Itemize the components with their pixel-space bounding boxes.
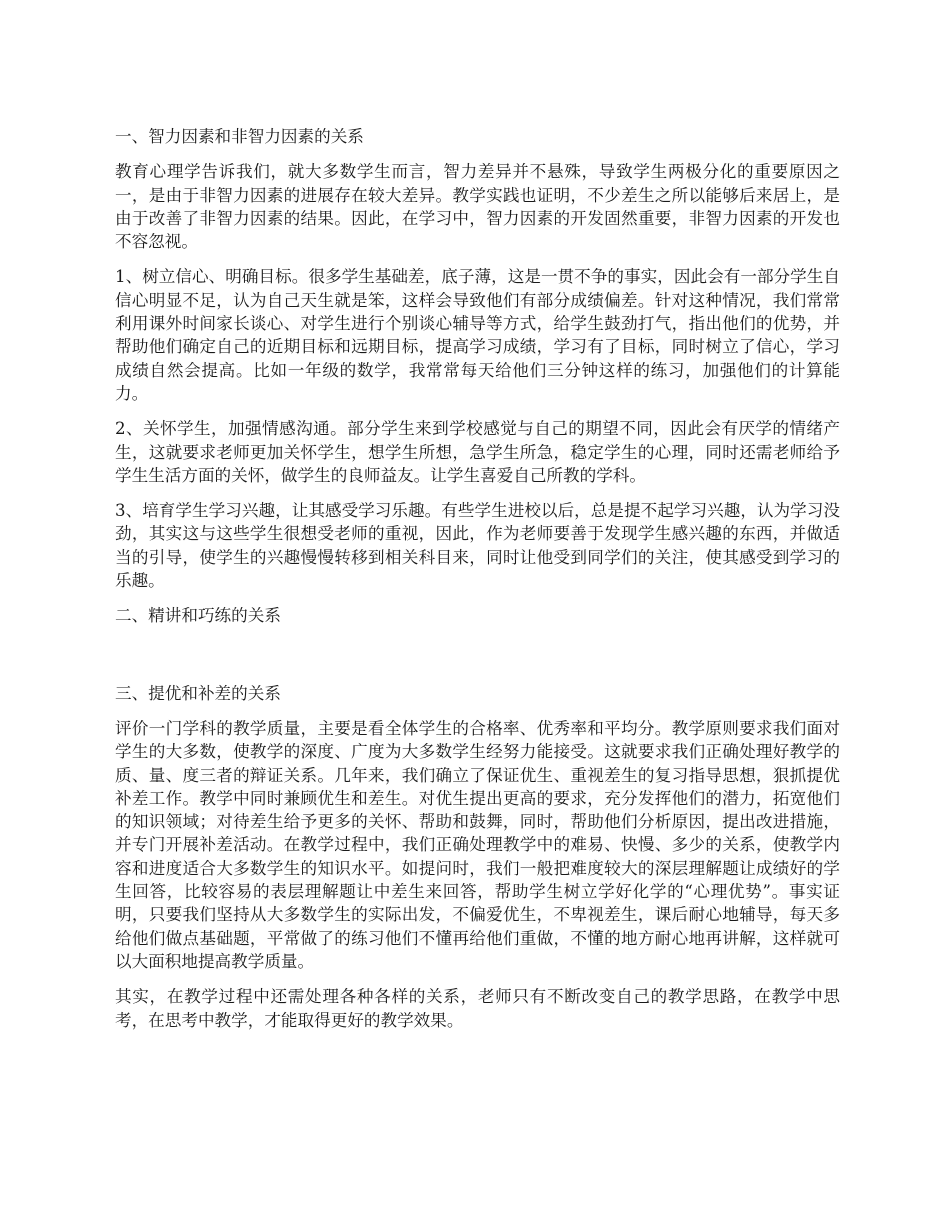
section-2-heading: 二、精讲和巧练的关系 — [115, 606, 281, 626]
section-3-body-paragraph: 评价一门学科的教学质量，主要是看全体学生的合格率、优秀率和平均分。教学原则要求我们面对学生的大多数，使教学的深度、广度为大多数学生经努力能接受。这就要求我们正确处理好教学的质、量、度三者的辩证关系。几年来，我们确立了保证优生、重视差生的复习指导思想，狠抓提优补差工作。教学中同时兼顾优生和差生。对优生提出更高的要求，充分发挥他们的潜力，拓宽他们的知识领域；对待差生给予更多的关怀、帮助和鼓舞，同时，帮助他们分析原因，提出改进措施，并专门开展补差活动。在教学过程中，我们正确处理教学中的难易、快慢、多少的关系，使教学内容和进度适合大多数学生的知识水平。如提问时，我们一般把难度较大的深层理解题让成绩好的学生回答，比较容易的表层理解题让中差生来回答，帮助学生树立学好化学的“心理优势”。事实证明，只要我们坚持从大多数学生的实际出发，不偏爱优生，不卑视差生，课后耐心地辅导，每天多给他们做点基础题，平常做了的练习他们不懂再给他们重做，不懂的地方耐心地再讲解，这样就可以大面积地提高教学质量。 — [115, 718, 840, 971]
section-1-point-2-paragraph: 2、关怀学生，加强情感沟通。部分学生来到学校感觉与自己的期望不同，因此会有厌学的情绪产生，这就要求老师更加关怀学生，想学生所想，急学生所急，稳定学生的心理，同时还需老师给予学生生活方面的关怀，做学生的良师益友。让学生喜爱自己所教的学科。 — [115, 419, 840, 485]
section-2-empty-space — [115, 640, 840, 674]
section-1-heading: 一、智力因素和非智力因素的关系 — [115, 127, 364, 146]
section-1-point-3-paragraph: 3、培育学生学习兴趣，让其感受学习乐趣。有些学生进校以后，总是提不起学习兴趣，认为学习没劲，其实这与这些学生很想受老师的重视，因此，作为老师要善于发现学生感兴趣的东西，并做适当的引导，使学生的兴趣慢慢转移到相关科目来，同时让他受到同学们的关注，使其感受到学习的乐趣。 — [115, 501, 840, 591]
document-page — [115, 117, 840, 1044]
conclusion-paragraph: 其实，在教学过程中还需处理各种各样的关系，老师只有不断改变自己的教学思路，在教学中思考，在思考中教学，才能取得更好的教学效果。 — [115, 987, 840, 1030]
section-1-point-1-paragraph: 1、树立信心、明确目标。很多学生基础差，底子薄，这是一贯不争的事实，因此会有一部分学生自信心明显不足，认为自己天生就是笨，这样会导致他们有部分成绩偏差。针对这种情况，我们常常利用课外时间家长谈心、对学生进行个别谈心辅导等方式，给学生鼓劲打气，指出他们的优势，并帮助他们确定自己的近期目标和远期目标，提高学习成绩，学习有了目标，同时树立了信心，学习成绩自然会提高。比如一年级的数学，我常常每天给他们三分钟这样的练习，加强他们的计算能力。 — [115, 267, 840, 403]
section-1-intro-paragraph: 教育心理学告诉我们，就大多数学生而言，智力差异并不悬殊，导致学生两极分化的重要原因之一，是由于非智力因素的进展存在较大差异。教学实践也证明，不少差生之所以能够后来居上，是由于改善了非智力因素的结果。因此，在学习中，智力因素的开发固然重要，非智力因素的开发也不容忽视。 — [115, 162, 840, 252]
section-3-heading: 三、提优和补差的关系 — [115, 683, 281, 703]
